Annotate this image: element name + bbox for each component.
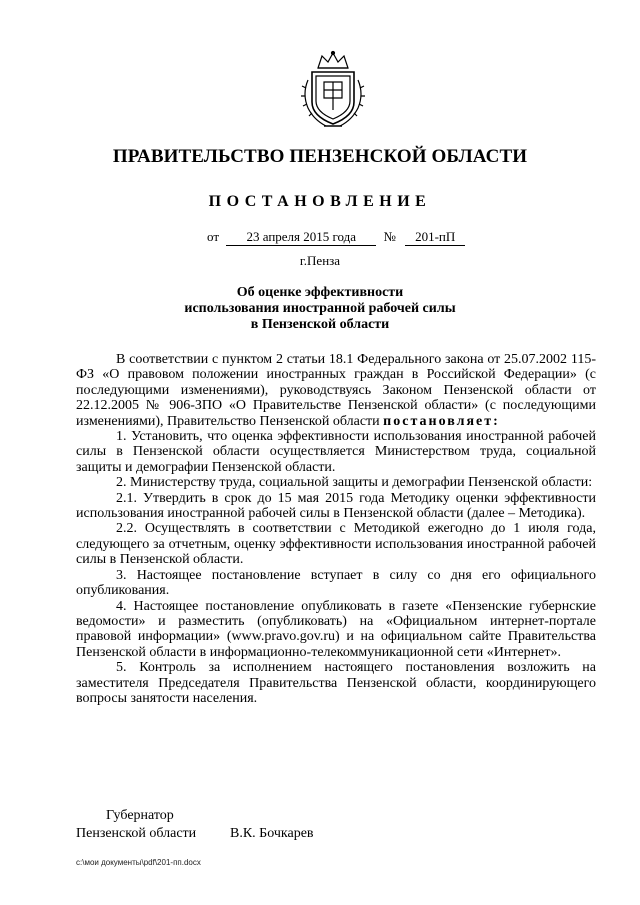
decree-subject <box>0 285 640 333</box>
preamble-paragraph <box>76 352 596 429</box>
coat-of-arms-icon <box>300 50 366 128</box>
paragraph-2: 2. Министерству труда, социальной защиты и демографии Пензенской области: <box>116 475 593 491</box>
decree-body <box>76 352 596 706</box>
signatory-name: В.К. Бочкарев <box>230 826 314 841</box>
decree-number: 201-пП <box>405 229 465 246</box>
city-label: г.Пенза <box>299 253 341 268</box>
paragraph-4: 4. Настоящее постановление опубликовать в газете «Пензенские губернские ведомости» и разместить (опубликовать) на «Официальном интернет-портале правовой информации» (www.pravo.gov.ru) и на официальном сайте Правительства Пензенской области в информационно-телекоммуникационной сети «Интернет». <box>76 598 596 660</box>
preamble-text: В соответствии с пунктом 2 статьи 18.1 Федерального закона от 25.07.2002 115-ФЗ «О правовом положении иностранных граждан в Российской Федерации» (с последующими изменениями), руководствуясь Законом Пензенской области от 22.12.2005 № 906-ЗПО «О Правительстве Пензенской области» (с последующими изменениями), Правительство Пензенской области <box>76 352 596 429</box>
date-prefix: от <box>207 229 220 244</box>
number-prefix: № <box>383 229 396 244</box>
decree-date: 23 апреля 2015 года <box>226 229 376 246</box>
subject-line-2: использования иностранной рабочей силы <box>184 301 456 316</box>
paragraph-2-1: 2.1. Утвердить в срок до 15 мая 2015 года Методику оценки эффективности использования иностранной рабочей силы в Пензенской области (далее – Методика). <box>76 490 596 522</box>
decree-word: постановляет: <box>383 413 500 429</box>
signatory-title: Губернатор <box>106 808 174 823</box>
signatory-region: Пензенской области <box>76 826 197 841</box>
subject-line-1: Об оценке эффективности <box>236 285 404 300</box>
paragraph-5: 5. Контроль за исполнением настоящего постановления возложить на заместителя Председателя Правительства Пензенской области, координирующего вопросы занятости населения. <box>76 660 596 706</box>
subject-line-3: в Пензенской области <box>250 317 390 332</box>
footer-file-path: c:\мои документы\pdf\201-пп.docx <box>76 858 201 867</box>
document-type-title: ПОСТАНОВЛЕНИЕ <box>208 193 432 210</box>
government-title: ПРАВИТЕЛЬСТВО ПЕНЗЕНСКОЙ ОБЛАСТИ <box>112 146 528 167</box>
paragraph-2-2: 2.2. Осуществлять в соответствии с Методикой ежегодно до 1 июля года, следующего за отчетным, оценку эффективности использования иностранной рабочей силы в Пензенской области. <box>76 521 596 568</box>
paragraph-1: 1. Установить, что оценка эффективности использования иностранной рабочей силы в Пензенской области осуществляется Министерством труда, социальной защиты и демографии Пензенской области. <box>76 429 596 475</box>
date-number-line <box>207 229 465 246</box>
paragraph-3: 3. Настоящее постановление вступает в силу со дня его официального опубликования. <box>76 567 596 599</box>
